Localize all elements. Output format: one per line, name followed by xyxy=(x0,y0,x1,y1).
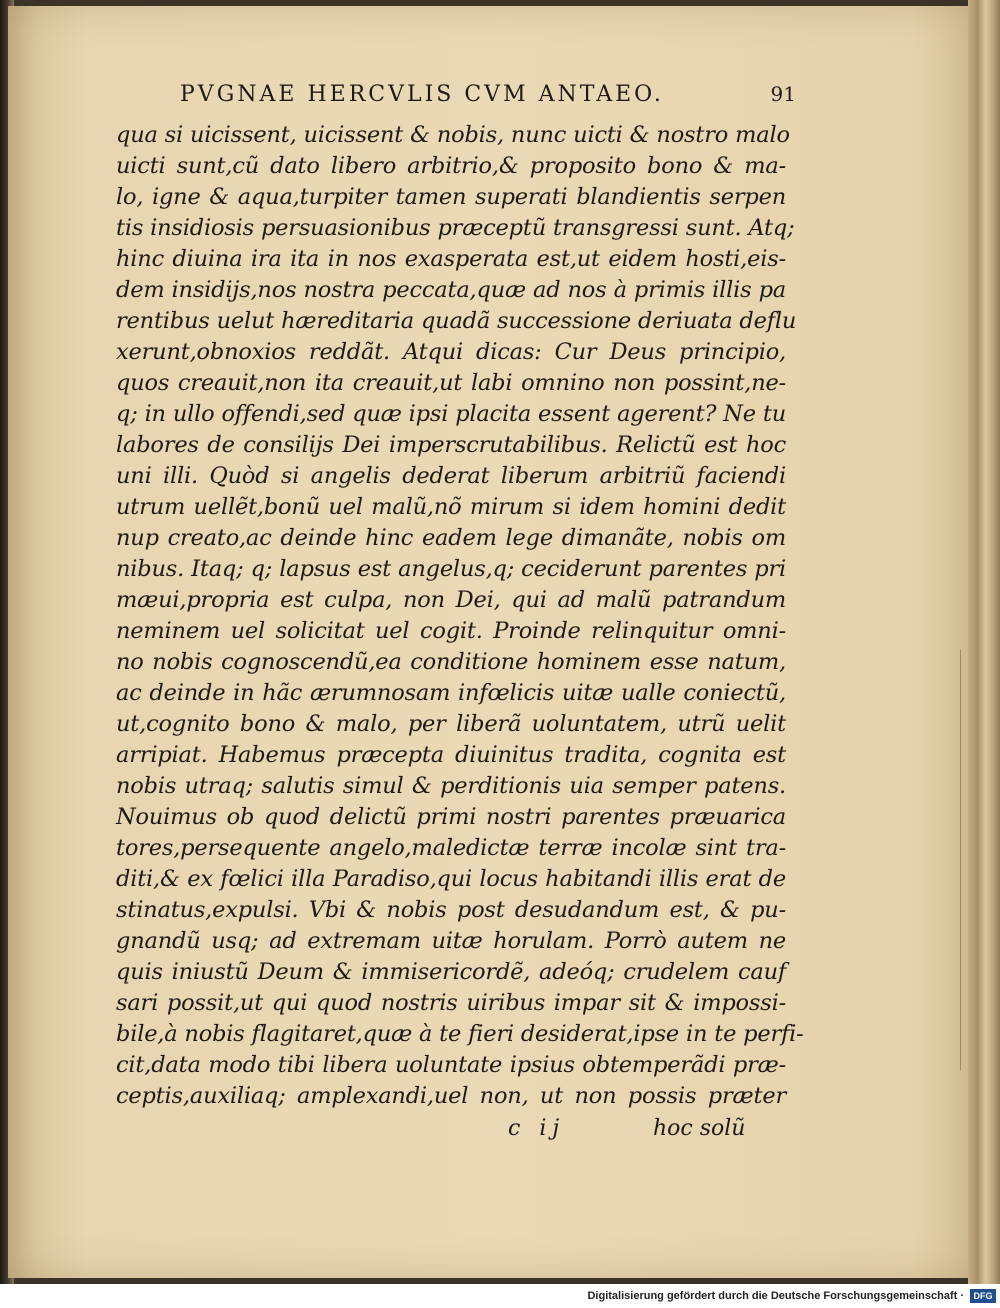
folio-number: 91 xyxy=(770,82,796,106)
running-title: PVGNAE HERCVLIS CVM ANTAEO. xyxy=(180,82,664,107)
text-line: nibus. Itaq; q; lapsus est angelus,q; ceciderunt parentes pri xyxy=(116,556,786,582)
text-line: q; in ullo offendi,sed quæ ipsi placita essent agerent? Ne tu xyxy=(116,401,786,427)
text-line: arripiat. Habemus præcepta diuinitus tradita, cognita est xyxy=(116,742,786,768)
text-line: qua si uicissent, uicissent & nobis, nunc uicti & nostro malo xyxy=(116,122,790,148)
page-footer xyxy=(116,1116,786,1150)
text-line: ceptis,auxiliaq; amplexandi,uel non, ut non possis præter xyxy=(116,1083,786,1109)
text-line: quis iniustũ Deum & immisericordẽ, adeóq; crudelem cauf xyxy=(116,959,786,985)
text-line: stinatus,expulsi. Vbi & nobis post desudandum est, & pu- xyxy=(116,897,786,923)
running-header xyxy=(180,82,796,112)
text-line: utrum uellẽt,bonũ uel malũ,nõ mirum si idem homini dedit xyxy=(116,494,786,520)
text-line: hinc diuina ira ita in nos exasperata est,ut eidem hosti,eis- xyxy=(116,246,786,272)
text-line: sari possit,ut qui quod nostris uiribus impar sit & impossi- xyxy=(116,990,786,1016)
text-line: xerunt,obnoxios reddãt. Atqui dicas: Cur Deus principio, xyxy=(116,339,786,365)
text-line: ut,cognito bono & malo, per liberã uoluntatem, utrũ uelit xyxy=(116,711,786,737)
text-line: neminem uel solicitat uel cogit. Proinde relinquitur omni- xyxy=(116,618,786,644)
text-line: uicti sunt,cũ dato libero arbitrio,& proposito bono & ma- xyxy=(116,153,786,179)
text-line: tores,persequente angelo,maledictæ terræ incolæ sint tra- xyxy=(116,835,786,861)
text-line: Nouimus ob quod delictũ primi nostri parentes præuarica xyxy=(116,804,786,830)
credit-bar xyxy=(0,1284,1000,1308)
dfg-logo-icon: DFG xyxy=(970,1289,996,1303)
text-line: dem insidijs,nos nostra peccata,quæ ad nos à primis illis pa xyxy=(116,277,786,303)
signature-mark: c ij xyxy=(508,1116,566,1141)
text-line: rentibus uelut hæreditaria quadã successione deriuata deflu xyxy=(116,308,797,334)
text-line: nup creato,ac deinde hinc eadem lege dimanãte, nobis om xyxy=(116,525,786,551)
credit-text: Digitalisierung gefördert durch die Deutsche Forschungsgemeinschaft · xyxy=(587,1290,964,1302)
page-edge-tab xyxy=(960,650,975,1070)
text-line: uni illi. Quòd si angelis dederat liberum arbitriũ faciendi xyxy=(116,463,786,489)
body-text xyxy=(116,120,804,1112)
catchword: hoc solũ xyxy=(653,1116,746,1141)
text-line: ac deinde in hãc ærumnosam infœlicis uitæ ualle coniectũ, xyxy=(116,680,786,706)
text-block xyxy=(116,82,804,1150)
book-right-edge xyxy=(968,0,1000,1284)
text-line: labores de consilijs Dei imperscrutabilibus. Relictũ est hoc xyxy=(116,432,786,458)
text-line: nobis utraq; salutis simul & perditionis uia semper patens. xyxy=(116,773,786,799)
text-line: bile,à nobis flagitaret,quæ à te fieri desiderat,ipse in te perfi- xyxy=(116,1021,804,1047)
text-line: gnandũ usq; ad extremam uitæ horulam. Porrò autem ne xyxy=(116,928,786,954)
text-line: tis insidiosis persuasionibus præceptũ transgressi sunt. Atq; xyxy=(116,215,795,241)
text-line: no nobis cognoscendũ,ea conditione hominem esse natum, xyxy=(116,649,786,675)
text-line: quos creauit,non ita creauit,ut labi omnino non possint,ne- xyxy=(116,370,786,396)
text-line: cit,data modo tibi libera uoluntate ipsius obtemperãdi præ- xyxy=(116,1052,786,1078)
text-line: lo, igne & aqua,turpiter tamen superati blandientis serpen xyxy=(116,184,786,210)
text-line: mæui,propria est culpa, non Dei, qui ad malũ patrandum xyxy=(116,587,786,613)
text-line: diti,& ex fœlici illa Paradiso,qui locus habitandi illis erat de xyxy=(116,866,786,892)
